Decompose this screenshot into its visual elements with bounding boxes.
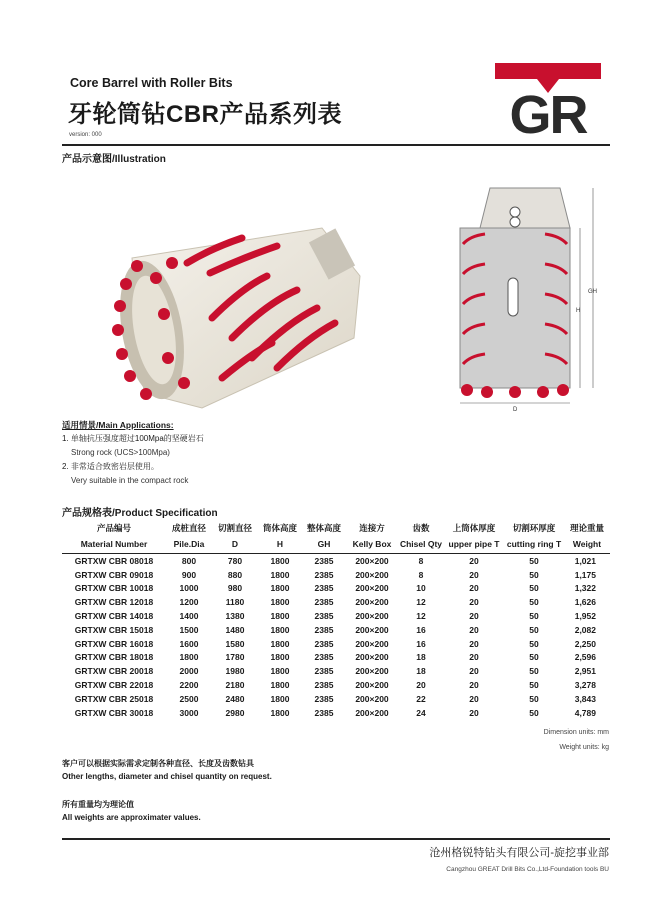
- table-row: [62, 582, 610, 596]
- table-cell: 2180: [225, 680, 245, 691]
- table-row: [62, 595, 610, 609]
- table-cell: 12: [416, 597, 426, 608]
- table-row: [62, 568, 610, 582]
- table-cell: 2385: [314, 611, 334, 622]
- table-cell: 2,250: [574, 638, 596, 649]
- table-cell: 16: [416, 624, 426, 635]
- column-header: Material Number: [62, 535, 166, 554]
- table-cell: 200×200: [355, 583, 389, 594]
- table-cell: 3,278: [574, 680, 596, 691]
- table-cell: 20: [416, 680, 426, 691]
- table-cell: 1800: [179, 652, 199, 663]
- column-header: H: [258, 535, 302, 554]
- table-cell: GRTXW CBR 20018: [74, 666, 154, 677]
- table-row: [62, 623, 610, 637]
- version-label: version: 000: [69, 132, 102, 138]
- table-cell: 200×200: [355, 638, 389, 649]
- table-cell: 2,596: [574, 652, 596, 663]
- table-cell: 2480: [225, 693, 245, 704]
- table-cell: GRTXW CBR 14018: [74, 611, 154, 622]
- applications-list: [62, 432, 204, 488]
- table-cell: 1800: [270, 638, 290, 649]
- table-cell: 200×200: [355, 555, 389, 566]
- company-logo: [495, 63, 601, 135]
- table-cell: 20: [469, 624, 479, 635]
- section-title-specification: 产品规格表/Product Specification: [62, 508, 218, 519]
- table-cell: 1480: [225, 624, 245, 635]
- table-cell: 2980: [225, 707, 245, 718]
- section-title-applications: 适用情景/Main Applications:: [62, 420, 174, 430]
- weight-note-en: All weights are approximater values.: [62, 813, 201, 822]
- table-row: [62, 692, 610, 706]
- table-cell: 50: [529, 707, 539, 718]
- table-cell: 50: [529, 666, 539, 677]
- table-cell: 1380: [225, 611, 245, 622]
- table-cell: 1580: [225, 638, 245, 649]
- table-row: [62, 664, 610, 678]
- column-header: 切割直径: [217, 522, 252, 533]
- table-cell: 1600: [179, 638, 199, 649]
- table-cell: 50: [529, 693, 539, 704]
- table-cell: GRTXW CBR 09018: [74, 569, 154, 580]
- table-cell: 1800: [270, 693, 290, 704]
- table-cell: 200×200: [355, 707, 389, 718]
- table-cell: 1500: [179, 624, 199, 635]
- table-cell: 16: [416, 638, 426, 649]
- table-cell: 200×200: [355, 611, 389, 622]
- table-cell: 24: [416, 707, 426, 718]
- table-cell: 18: [416, 666, 426, 677]
- table-cell: 20: [469, 611, 479, 622]
- table-cell: 8: [418, 555, 424, 566]
- table-cell: 50: [529, 583, 539, 594]
- logo-letters: GR: [509, 85, 587, 135]
- table-cell: GRTXW CBR 15018: [74, 624, 154, 635]
- table-cell: 200×200: [355, 693, 389, 704]
- table-cell: 1780: [225, 652, 245, 663]
- column-header: Pile.Dia: [166, 535, 212, 554]
- table-cell: 10: [416, 583, 426, 594]
- table-header-cn: [62, 520, 610, 535]
- company-name-en: Cangzhou GREAT Drill Bits Co.,Ltd-Foundation tools BU: [446, 866, 609, 873]
- dimension-label-gh: GH: [588, 289, 597, 295]
- table-cell: 2385: [314, 707, 334, 718]
- table-cell: 50: [529, 569, 539, 580]
- table-cell: 4,789: [574, 707, 596, 718]
- application-item-en: Very suitable in the compact rock: [71, 476, 189, 485]
- column-header: 成桩直径: [171, 522, 206, 533]
- table-cell: 1980: [225, 666, 245, 677]
- application-item-cn: 1. 单轴抗压强度超过100Mpa的坚硬岩石: [62, 434, 204, 443]
- column-header: Kelly Box: [346, 535, 398, 554]
- table-cell: 1800: [270, 569, 290, 580]
- table-cell: 1180: [225, 597, 245, 608]
- table-body: [62, 554, 610, 720]
- table-cell: 1,175: [574, 569, 596, 580]
- dimension-label-h: H: [576, 308, 581, 314]
- footer-divider: [62, 838, 610, 840]
- header-divider: [62, 144, 610, 146]
- technical-drawing: [455, 178, 605, 414]
- column-header: Weight: [564, 535, 610, 554]
- document-title: 牙轮筒钻CBR产品系列表: [68, 101, 342, 128]
- table-cell: 50: [529, 611, 539, 622]
- table-cell: 1,952: [574, 611, 596, 622]
- table-row: [62, 651, 610, 665]
- company-name-cn: 沧州格锐特钻头有限公司-旋挖事业部: [429, 847, 609, 859]
- section-title-illustration: 产品示意图/Illustration: [62, 154, 166, 165]
- table-row: [62, 609, 610, 623]
- table-cell: 2,082: [574, 624, 596, 635]
- table-cell: GRTXW CBR 12018: [74, 597, 154, 608]
- column-header: 上筒体厚度: [452, 522, 496, 533]
- dimension-label-d: D: [513, 407, 518, 413]
- column-header: 理论重量: [569, 522, 604, 533]
- application-item-en: Strong rock (UCS>100Mpa): [71, 448, 170, 457]
- table-cell: 50: [529, 652, 539, 663]
- table-cell: 1,021: [574, 555, 596, 566]
- table-cell: 20: [469, 652, 479, 663]
- table-cell: 20: [469, 597, 479, 608]
- table-cell: 22: [416, 693, 426, 704]
- table-cell: 2385: [314, 693, 334, 704]
- table-row: [62, 706, 610, 720]
- core-barrel-illustration: [92, 218, 375, 423]
- table-cell: 2385: [314, 638, 334, 649]
- column-header: upper pipe T: [444, 535, 504, 554]
- table-cell: 2500: [179, 693, 199, 704]
- table-cell: 3,843: [574, 693, 596, 704]
- table-cell: 8: [418, 569, 424, 580]
- table-cell: 1800: [270, 666, 290, 677]
- column-header: D: [212, 535, 258, 554]
- table-cell: 880: [227, 569, 243, 580]
- weight-units: Weight units: kg: [559, 744, 609, 751]
- table-cell: 20: [469, 569, 479, 580]
- application-item-cn: 2. 非常适合致密岩层使用。: [62, 462, 159, 471]
- table-cell: 200×200: [355, 624, 389, 635]
- table-cell: 1200: [179, 597, 199, 608]
- table-cell: 1800: [270, 555, 290, 566]
- table-row: [62, 554, 610, 568]
- table-cell: GRTXW CBR 10018: [74, 583, 154, 594]
- table-cell: 12: [416, 611, 426, 622]
- table-cell: 2385: [314, 569, 334, 580]
- table-cell: GRTXW CBR 25018: [74, 693, 154, 704]
- table-cell: 2385: [314, 624, 334, 635]
- table-cell: 1400: [179, 611, 199, 622]
- table-cell: 2385: [314, 652, 334, 663]
- table-cell: 20: [469, 638, 479, 649]
- specification-table: [62, 520, 610, 720]
- table-cell: 20: [469, 583, 479, 594]
- table-cell: 1800: [270, 597, 290, 608]
- table-cell: 900: [181, 569, 197, 580]
- table-cell: 20: [469, 680, 479, 691]
- table-row: [62, 637, 610, 651]
- table-cell: 1800: [270, 583, 290, 594]
- drawing-kelly-bracket: [480, 188, 570, 228]
- table-cell: 800: [181, 555, 197, 566]
- table-cell: 1,626: [574, 597, 596, 608]
- weight-note-cn: 所有重量均为理论值: [62, 800, 134, 809]
- column-header: Chisel Qty: [398, 535, 444, 554]
- table-cell: 1000: [179, 583, 199, 594]
- table-row: [62, 678, 610, 692]
- table-cell: GRTXW CBR 22018: [74, 680, 154, 691]
- custom-note-en: Other lengths, diameter and chisel quantity on request.: [62, 772, 272, 781]
- column-header: 连接方: [359, 522, 385, 533]
- table-cell: 2385: [314, 555, 334, 566]
- table-cell: 50: [529, 624, 539, 635]
- table-cell: 200×200: [355, 652, 389, 663]
- table-cell: 2200: [179, 680, 199, 691]
- table-cell: GRTXW CBR 30018: [74, 707, 154, 718]
- table-cell: 2385: [314, 680, 334, 691]
- table-cell: GRTXW CBR 16018: [74, 638, 154, 649]
- table-cell: 50: [529, 680, 539, 691]
- column-header: GH: [302, 535, 346, 554]
- column-header: cutting ring T: [504, 535, 564, 554]
- table-cell: 1800: [270, 624, 290, 635]
- table-cell: GRTXW CBR 18018: [74, 652, 154, 663]
- table-cell: 2385: [314, 666, 334, 677]
- table-cell: 1800: [270, 707, 290, 718]
- table-cell: 50: [529, 638, 539, 649]
- table-cell: 200×200: [355, 597, 389, 608]
- column-header: 整体高度: [306, 522, 341, 533]
- table-cell: 20: [469, 707, 479, 718]
- table-cell: 3000: [179, 707, 199, 718]
- table-header-en: [62, 535, 610, 554]
- table-cell: 200×200: [355, 666, 389, 677]
- custom-note-cn: 客户可以根据实际需求定制各种直径、长度及齿数钻具: [62, 759, 254, 768]
- table-cell: 1,322: [574, 583, 596, 594]
- table-cell: 20: [469, 666, 479, 677]
- column-header: 筒体高度: [262, 522, 297, 533]
- table-cell: 1800: [270, 611, 290, 622]
- document-subtitle: Core Barrel with Roller Bits: [70, 76, 233, 90]
- table-cell: 1800: [270, 680, 290, 691]
- column-header: 产品编号: [96, 522, 131, 533]
- table-cell: 1800: [270, 652, 290, 663]
- table-cell: 2000: [179, 666, 199, 677]
- table-cell: 20: [469, 693, 479, 704]
- column-header: 切割环厚度: [512, 522, 556, 533]
- table-cell: 200×200: [355, 569, 389, 580]
- table-cell: 2,951: [574, 666, 596, 677]
- table-cell: 2385: [314, 597, 334, 608]
- dimension-units: Dimension units: mm: [543, 729, 609, 736]
- table-cell: 20: [469, 555, 479, 566]
- table-cell: 980: [227, 583, 243, 594]
- table-cell: 50: [529, 597, 539, 608]
- table-cell: 2385: [314, 583, 334, 594]
- table-cell: 18: [416, 652, 426, 663]
- table-cell: 780: [227, 555, 243, 566]
- table-cell: GRTXW CBR 08018: [74, 555, 154, 566]
- column-header: 齿数: [412, 522, 430, 533]
- table-cell: 200×200: [355, 680, 389, 691]
- table-cell: 50: [529, 555, 539, 566]
